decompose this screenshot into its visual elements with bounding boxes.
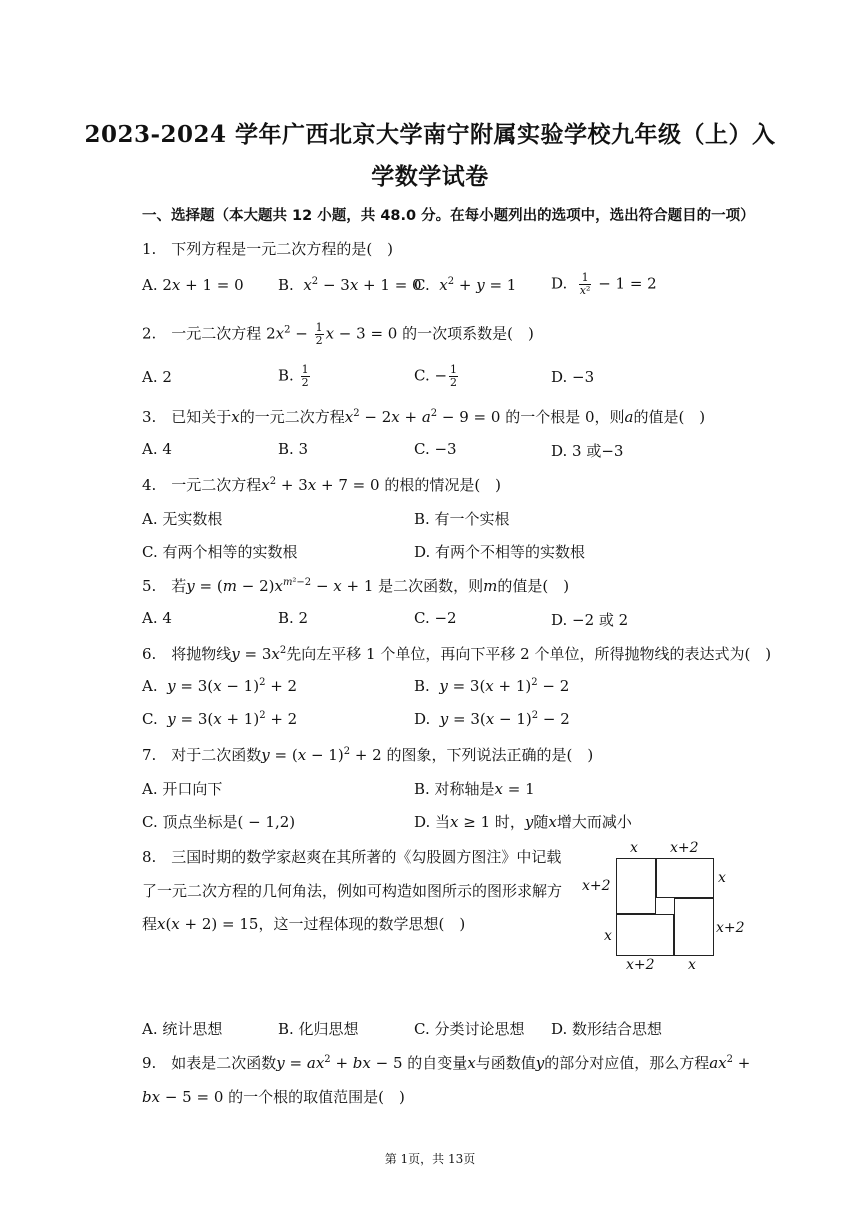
q4-option-d: D. 有两个不相等的实数根 [414,543,586,561]
q2-option-a: A. 2 [142,368,172,386]
q3-option-b: B. 3 [278,440,309,458]
page-title-line2: 学数学试卷 [371,163,489,190]
q2-option-b: B. $\frac{1}{2}$ [278,363,309,389]
q6-option-a: A. 𝑦 = 3(𝑥 − 1)$^2$ + 2 [142,677,298,695]
question-5-stem: 5. 若𝑦 = (𝑚 − 2)𝑥$^{𝑚^2-2}$ − 𝑥 + 1 是二次函数，则𝑚的值是( ) [142,577,570,595]
q5-option-b: B. 2 [278,609,309,627]
figure-rect-bottom-right [674,898,714,956]
question-8-stem-line3: 程𝑥(𝑥 + 2) = 15，这一过程体现的数学思想( ) [142,915,466,933]
q7-option-a: A. 开口向下 [142,780,223,798]
q8-figure [580,840,760,975]
q3-option-c: C. −3 [414,440,457,458]
question-1-stem: 1. 下列方程是一元二次方程的是( ) [142,240,394,258]
q2-option-d: D. −3 [551,368,595,386]
figure-label-top-x: x [630,840,638,856]
question-9-stem-line1: 9. 如表是二次函数𝑦 = 𝑎𝑥$^2$ + 𝑏𝑥 − 5 的自变量𝑥与函数值𝑦的部分对应值，那么方程𝑎𝑥$^2$ + [142,1054,751,1072]
question-3-stem: 3. 已知关于𝑥的一元二次方程𝑥$^2$ − 2𝑥 + 𝑎$^2$ − 9 = 0 的一个根是 0，则𝑎的值是( ) [142,408,706,426]
question-6-stem: 6. 将抛物线𝑦 = 3𝑥$^2$先向左平移 1 个单位，再向下平移 2 个单位，所得抛物线的表达式为( ) [142,645,772,663]
question-8-stem-line2: 了一元二次方程的几何角法，例如可构造如图所示的图形求解方 [142,882,563,900]
q8-option-d: D. 数形结合思想 [551,1020,663,1038]
q5-option-d: D. −2 或 2 [551,611,629,629]
question-4-stem: 4. 一元二次方程𝑥$^2$ + 3𝑥 + 7 = 0 的根的情况是( ) [142,476,502,494]
figure-rect-top-left [616,858,656,914]
question-9-stem-line2: 𝑏𝑥 − 5 = 0 的一个根的取值范围是( ) [142,1088,405,1106]
question-7-stem: 7. 对于二次函数𝑦 = (𝑥 − 1)$^2$ + 2 的图象，下列说法正确的是( ) [142,746,594,764]
q4-option-b: B. 有一个实根 [414,510,510,528]
question-8-stem-line1: 8. 三国时期的数学家赵爽在其所著的《勾股圆方图注》中记载 [142,848,562,866]
q8-option-a: A. 统计思想 [142,1020,223,1038]
q1-option-a: A. 2𝑥 + 1 = 0 [142,276,244,294]
q8-option-b: B. 化归思想 [278,1020,359,1038]
q4-option-c: C. 有两个相等的实数根 [142,543,298,561]
q1-option-b: B. 𝑥$^2$ − 3𝑥 + 1 = 0 [278,276,422,294]
question-2-stem: 2. 一元二次方程 2𝑥$^2$ − $\frac{1}{2}$ 𝑥 − 3 = 0 的一次项系数是( ) [142,321,534,347]
section-heading: 一、选择题（本大题共 12 小题，共 48.0 分。在每小题列出的选项中，选出符合题目的一项） [142,208,755,224]
page-footer: 第 1页，共 13页 [384,1152,476,1166]
q6-option-d: D. 𝑦 = 3(𝑥 − 1)$^2$ − 2 [414,710,570,728]
q7-option-b: B. 对称轴是𝑥 = 1 [414,780,535,798]
q8-option-c: C. 分类讨论思想 [414,1020,525,1038]
q7-option-c: C. 顶点坐标是( − 1,2) [142,813,296,831]
q1-option-c: C. 𝑥$^2$ + 𝑦 = 1 [414,276,517,294]
figure-label-bottom-x: x [688,957,696,973]
q1-option-d: D. $\frac{1}{\text{𝑥²}}$ − 1 = 2 [551,271,657,297]
page-title-line1: 2023-2024 学年广西北京大学南宁附属实验学校九年级（上）入 [84,121,776,148]
q5-option-a: A. 4 [142,609,172,627]
q6-option-c: C. 𝑦 = 3(𝑥 + 1)$^2$ + 2 [142,710,298,728]
q5-option-c: C. −2 [414,609,457,627]
q3-option-a: A. 4 [142,440,172,458]
q4-option-a: A. 无实数根 [142,510,223,528]
figure-rect-bottom-left [616,914,674,956]
q7-option-d: D. 当𝑥 ≥ 1 时，𝑦随𝑥增大而减小 [414,813,632,831]
q6-option-b: B. 𝑦 = 3(𝑥 + 1)$^2$ − 2 [414,677,570,695]
figure-rect-top-right [656,858,714,898]
figure-label-left-x2: x+2 [582,878,611,894]
figure-label-right-x2: x+2 [716,920,745,936]
figure-label-top-x2: x+2 [670,840,699,856]
q2-option-c: C. − $\frac{1}{2}$ [414,363,458,389]
figure-label-right-x: x [718,870,726,886]
q3-option-d: D. 3 或−3 [551,442,624,460]
figure-label-left-x: x [604,928,612,944]
figure-label-bottom-x2: x+2 [626,957,655,973]
